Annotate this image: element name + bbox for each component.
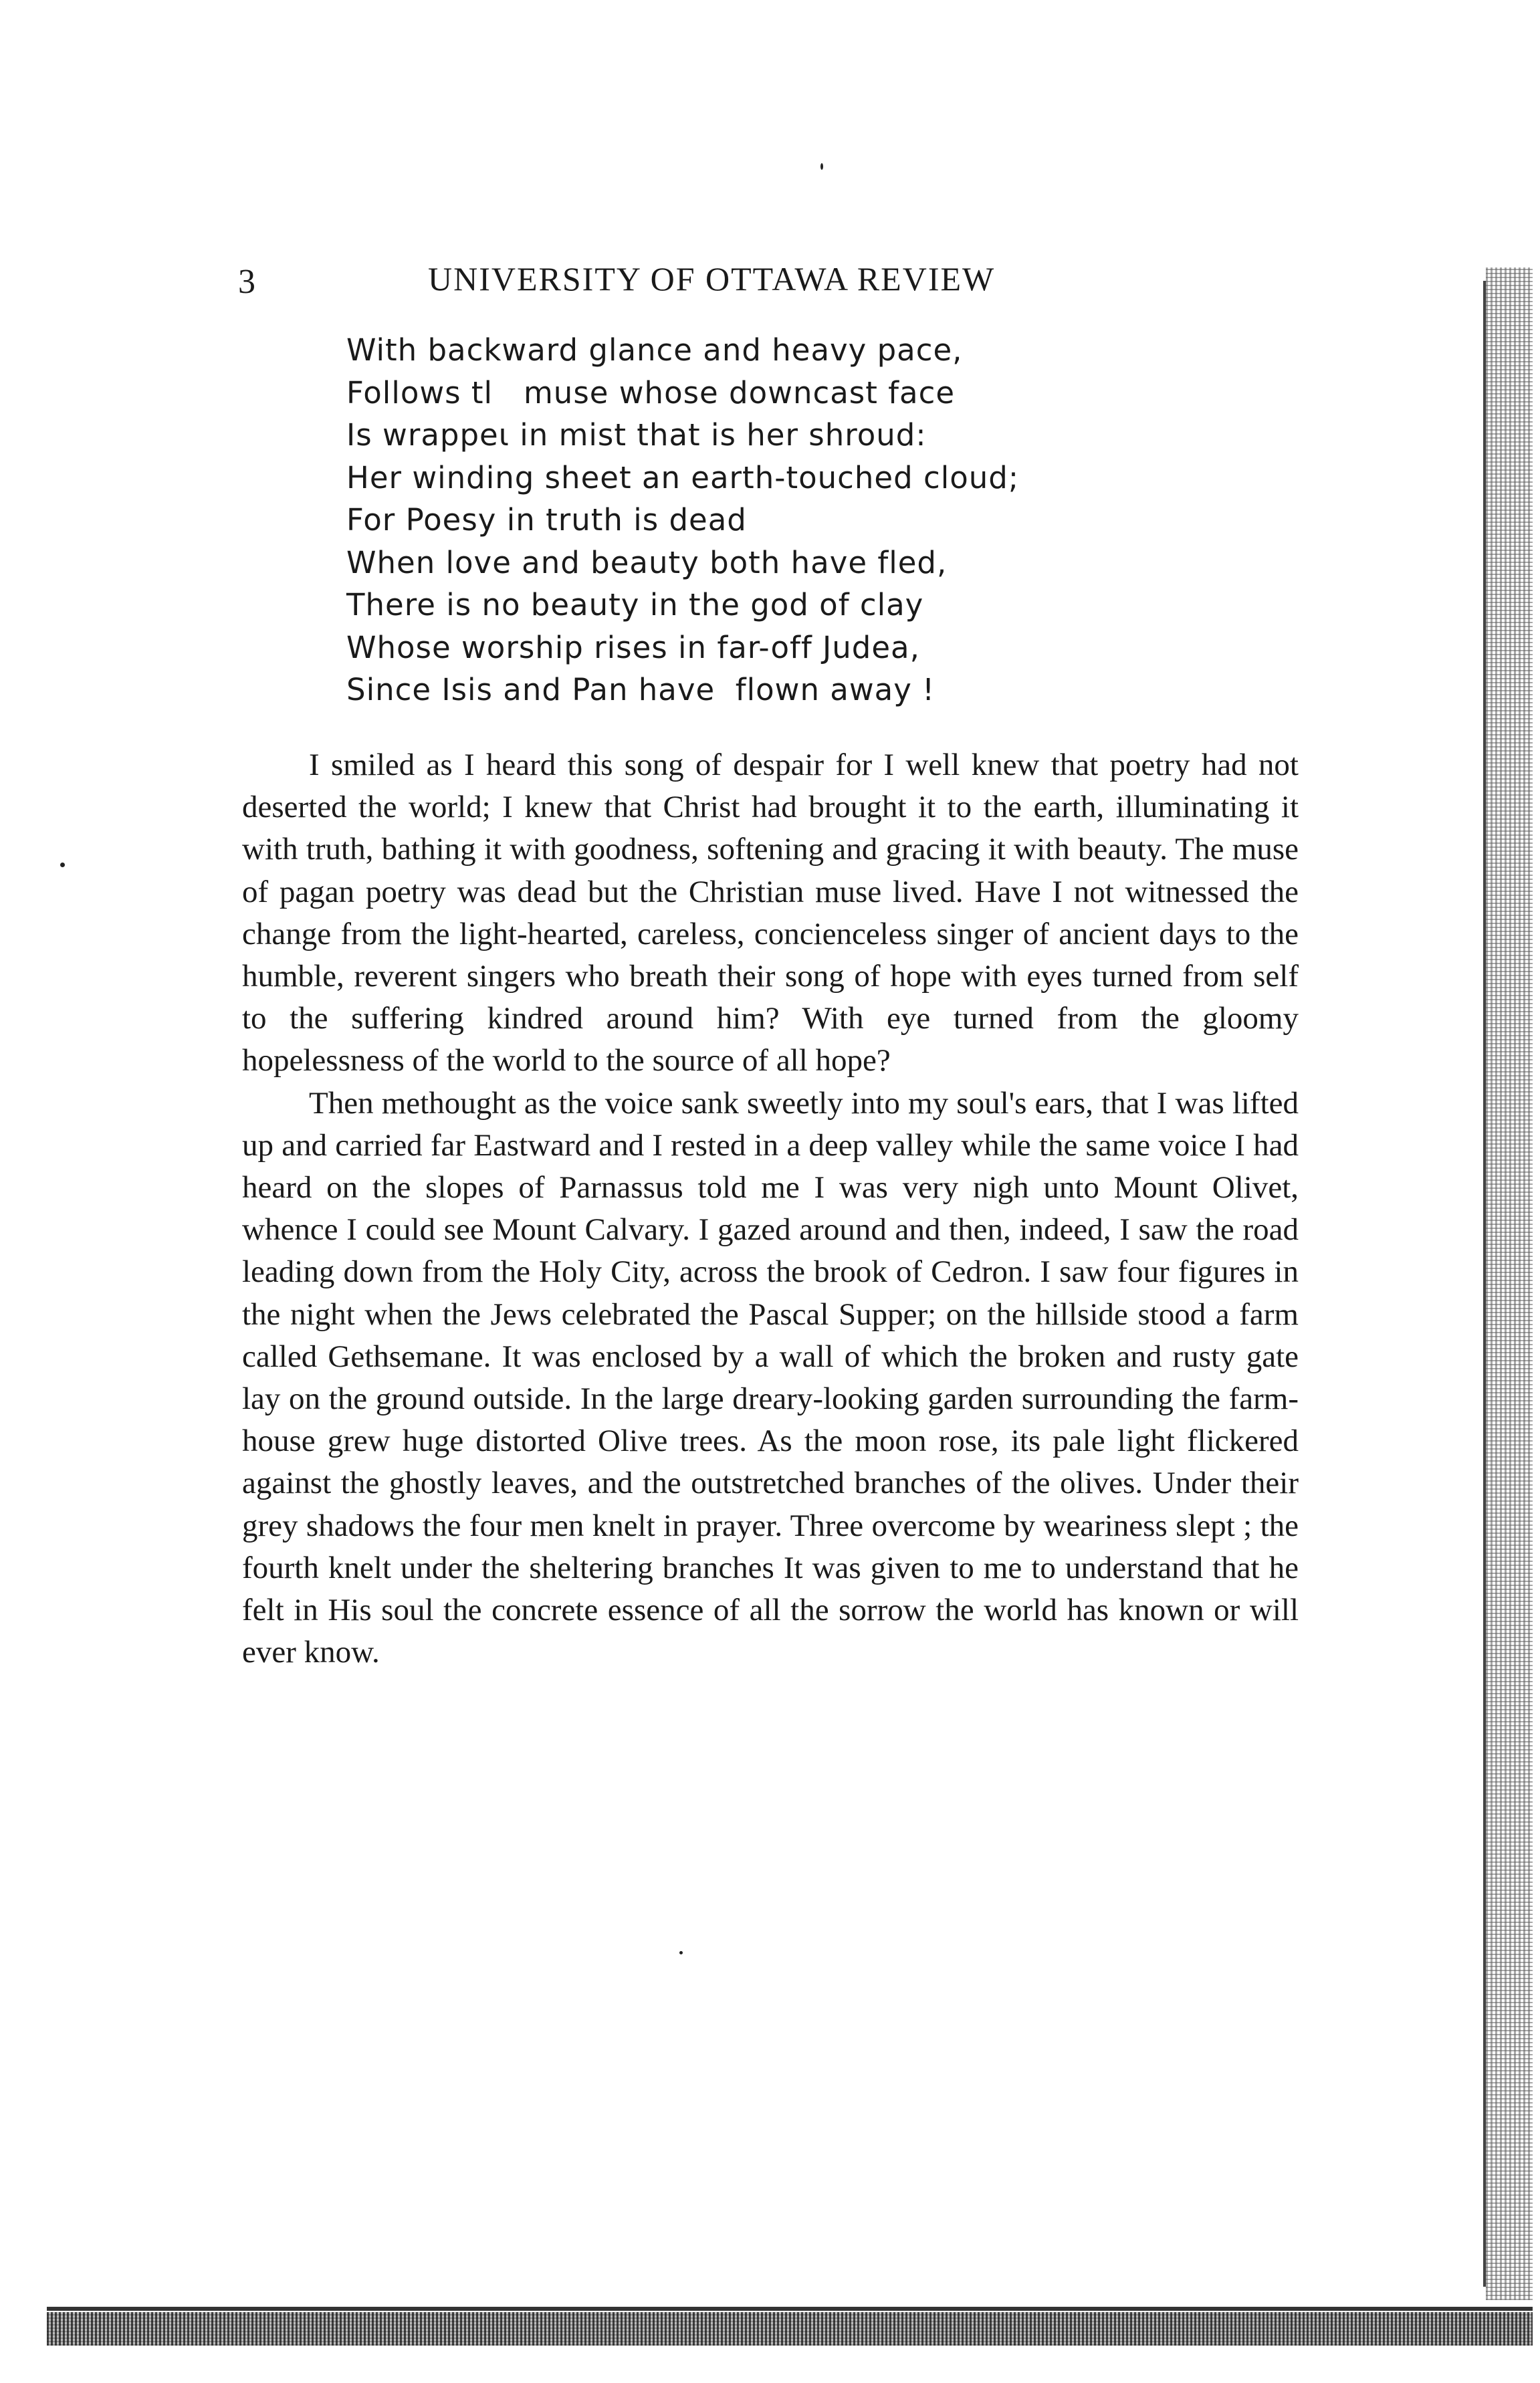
scan-speck: [60, 863, 65, 867]
scan-speck: [820, 163, 823, 170]
poem-line: Her winding sheet an earth-touched cloud;: [346, 459, 1019, 495]
scan-right-edge: [1486, 267, 1533, 2300]
poem-line: Follows tl muse whose downcast face: [346, 374, 956, 411]
poem-stanza: [346, 329, 1283, 711]
poem-line: When love and beauty both have fled,: [346, 544, 948, 580]
paragraph: I smiled as I heard this song of despair for I well knew that poetry had not deserted the world; I knew that Christ had brought it to the earth, illuminating it with truth, bathing it with goodness, softening and gracing it with beauty. The muse of pagan poetry was dead but the Christian muse lived. Have I not witnessed the change from the light-hearted, careless, concienceless singer of ancient days to the humble, reverent singers who breath their song of hope with eyes turned from self to the suffering kindred around him? With eye turned from the gloomy hopelessness of the world to the source of all hope?: [242, 748, 1299, 1079]
poem-line: Since Isis and Pan have flown away !: [346, 672, 936, 707]
poem-line: Whose worship rises in far-off Judea,: [346, 629, 920, 665]
scan-bottom-edge: [47, 2312, 1533, 2346]
poem-line: There is no beauty in the god of clay: [346, 587, 924, 622]
running-head: UNIVERSITY OF OTTAWA REVIEW: [428, 260, 996, 298]
poem-line: For Poesy in truth is dead: [346, 502, 747, 538]
poem-line: With backward glance and heavy pace,: [346, 332, 963, 368]
page-number: 3: [238, 263, 255, 301]
body-text: [242, 744, 1299, 1674]
scan-bottom-edge-line: [47, 2307, 1533, 2311]
poem-line: Is wrappeι in mist that is her shroud:: [346, 417, 927, 453]
scan-speck: [679, 1951, 683, 1954]
paragraph: Then methought as the voice sank sweetly into my soul's ears, that I was lifted up and carried far Eastward and I rested in a deep valley while the same voice I had heard on the slopes of Parnassus told me I was very nigh unto Mount Olivet, whence I could see Mount Calvary. I gazed around and then, indeed, I saw the road leading down from the Holy City, across the brook of Cedron. I saw four figures in the night when the Jews celebrated the Pascal Supper; on the hillside stood a farm called Gethsemane. It was enclosed by a wall of which the broken and rusty gate lay on the ground outside. In the large dreary-looking garden surrounding the farm-house grew huge distorted Olive trees. As the moon rose, its pale light flickered against the ghostly leaves, and the outstretched branches of the olives. Under their grey shadows the four men knelt in prayer. Three overcome by weariness slept ; the fourth knelt under the sheltering branches It was given to me to understand that he felt in His soul the concrete essence of all the sorrow the world has known or will ever know.: [242, 1085, 1299, 1670]
